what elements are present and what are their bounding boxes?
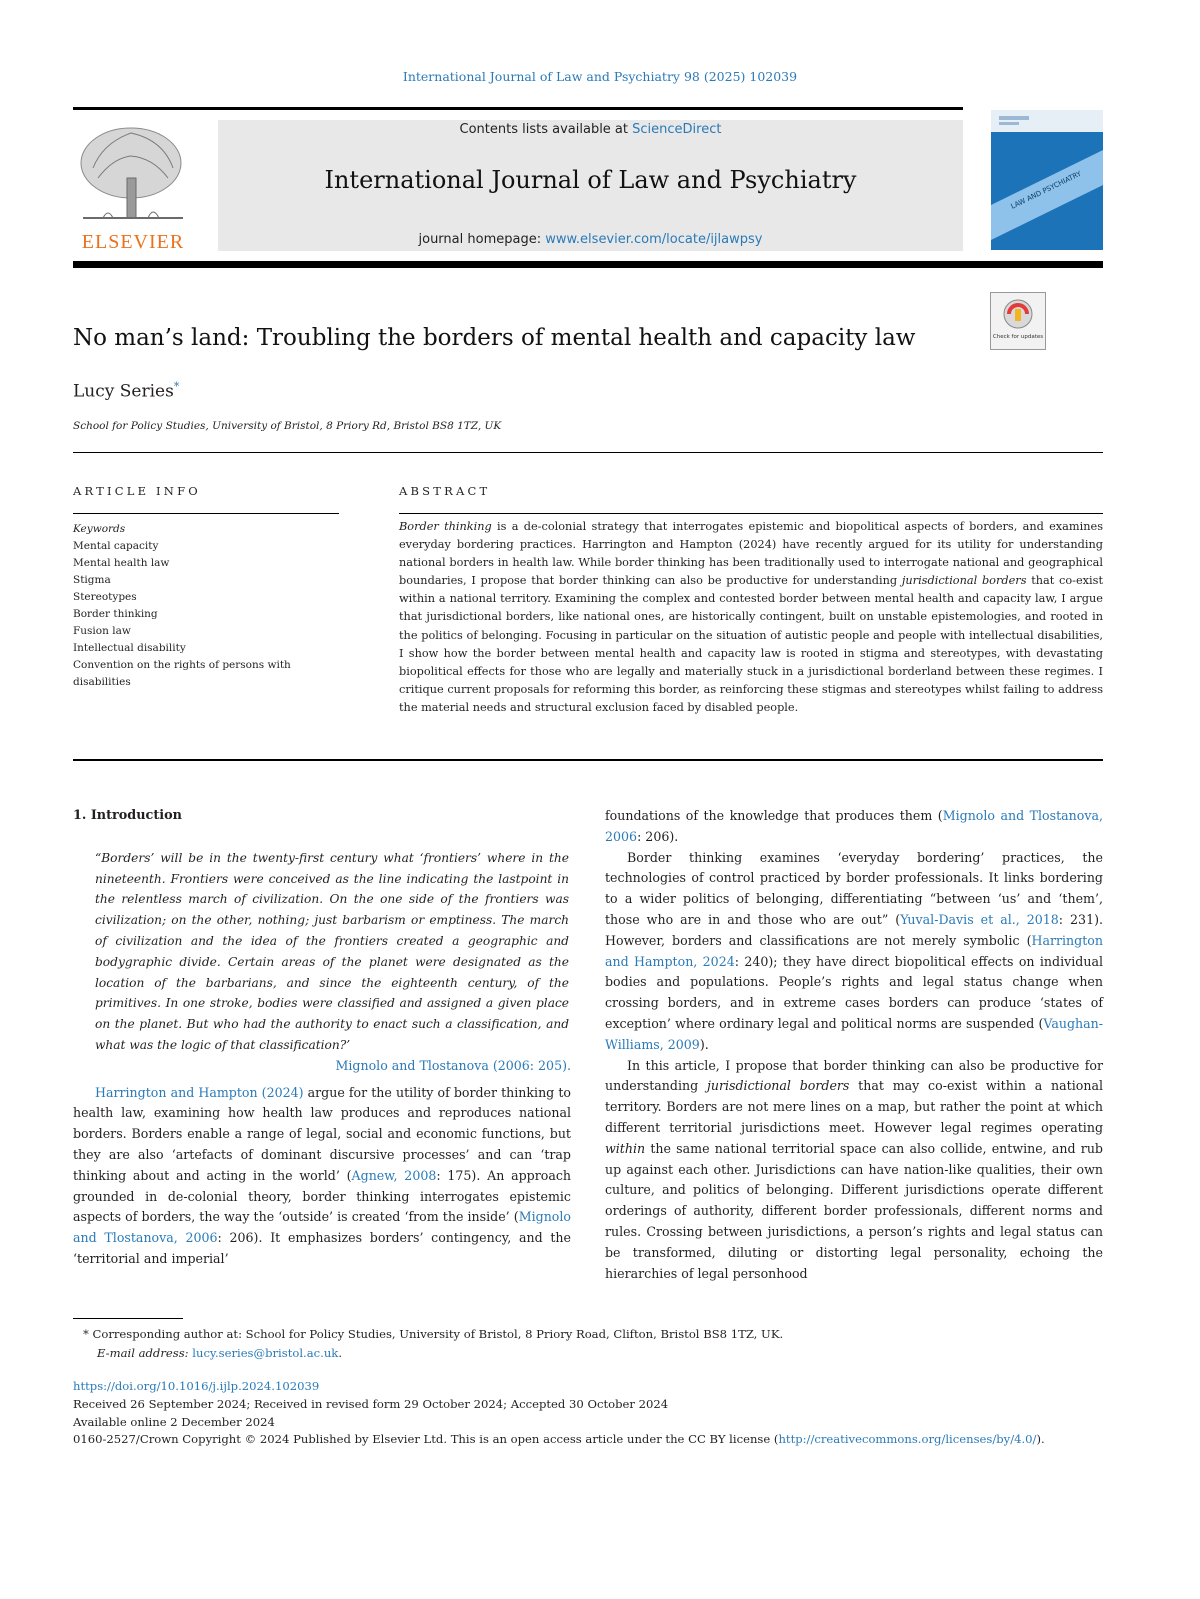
journal-homepage-link[interactable]: www.elsevier.com/locate/ijlawpsy bbox=[545, 232, 763, 247]
footnote-mark: * bbox=[83, 1327, 89, 1341]
abstract-text-part: is a de-colonial strategy that interrogates epistemic and biopolitical aspects of borders, and examines everyday bordering practices. Harrington and Hampton (2024) have recently argued for its utility for understanding national borders in health law. While border thinking has been traditionally used to interrogate national and geographical boundaries, I propose that border thinking can also be productive for understanding bbox=[399, 520, 1103, 588]
received-dates: Received 26 September 2024; Received in revised form 29 October 2024; Accepted 30 October 2024 bbox=[73, 1396, 669, 1411]
paragraph-text: : 206). It emphasizes borders’ contingency, and the ‘territorial and imperial’ bbox=[73, 1230, 571, 1266]
author-line bbox=[73, 380, 179, 402]
abstract-term: Border thinking bbox=[399, 520, 492, 533]
author-affiliation: School for Policy Studies, University of Bristol, 8 Priory Rd, Bristol BS8 1TZ, UK bbox=[73, 420, 502, 432]
citation-link[interactable]: Yuval-Davis et al., 2018 bbox=[900, 911, 1059, 927]
paragraph-text: foundations of the knowledge that produces them ( bbox=[605, 808, 943, 823]
article-info-heading: ARTICLE INFO bbox=[73, 484, 201, 498]
publication-info bbox=[73, 1378, 1133, 1449]
paragraph-text: the same national territorial space can also collide, entwine, and rub up against each other. Jurisdictions can have nation-like qualities, their own culture, and politics of belonging. Different jurisdictions operate different orderings of authority, different border professionals, different norms and rules. Crossing between jurisdictions, a person’s rights and legal status can be transformed, diluting or distorting legal personality, echoing the hierarchies of legal personhood bbox=[605, 1140, 1103, 1281]
paragraph-text: : 175). An approach grounded in de-colonial theory, border thinking interrogates epistemic aspects of borders, the way the ‘outside’ is created ‘from the inside’ ( bbox=[73, 1167, 571, 1225]
paragraph-text: : 231). However, borders and classifications are not merely symbolic ( bbox=[605, 911, 1103, 948]
paragraph-text: argue for the utility of border thinking to health law, examining how health law produces and reproduces national borders. Borders enable a range of legal, social and economic functions, but they are also ‘artefacts of dominant discursive processes’ and can ‘trap thinking about and acting in the world’ ( bbox=[73, 1084, 571, 1183]
citation-link[interactable]: Harrington and Hampton (2024) bbox=[95, 1084, 304, 1100]
sciencedirect-link[interactable]: ScienceDirect bbox=[632, 122, 722, 137]
abstract-text bbox=[399, 518, 1103, 717]
abstract-term: jurisdictional borders bbox=[901, 574, 1027, 588]
epigraph-quote: “Borders’ will be in the twenty-first century what ‘frontiers’ where in the nineteenth. Frontiers were conceived as the line indicating the lastpoint in the relentless march of civilization. On the one side of the frontiers was civilization; on the other, nothing; just barbarism or emptiness. The march of civilization and the idea of the frontiers created a geographic and bodygraphic divide. Certain areas of the planet were designated as the location of the barbarians, and since the eighteenth century, of the primitives. In one stroke, bodies were classified and assigned a given place on the planet. But who had the authority to enact such a classification, and what was the logic of that classification?’ bbox=[95, 850, 569, 1052]
elsevier-logo[interactable] bbox=[73, 118, 193, 253]
citation-link[interactable]: Mignolo and Tlostanova (2006: 205). bbox=[335, 1057, 571, 1073]
contents-line bbox=[218, 122, 963, 137]
license-text: ). bbox=[1036, 1432, 1045, 1447]
keyword-item: Mental capacity bbox=[73, 540, 159, 552]
homepage-line bbox=[218, 232, 963, 247]
license-link[interactable]: http://creativecommons.org/licenses/by/4.0/ bbox=[778, 1432, 1037, 1447]
abstract-text-part: that co-exist within a national territory. Examining the complex and contested border between mental health and capacity law, I argue that jurisdictional borders, like national ones, are historically contingent, built on unstable epistemologies, and rooted in the politics of belonging. Focusing in particular on the situation of autistic people and people with intellectual disabilities, I show how the border between mental health and capacity law is rooted in stigma and stereotypes, with devastating biopolitical effects for those who are legally and materially stuck in a jurisdictional borderland between these regimes. I critique current proposals for reforming this border, as reinforcing these stigmas and stereotypes whilst failing to address the material needs and structural exclusion faced by disabled people. bbox=[399, 574, 1103, 714]
article-title: No man’s land: Troubling the borders of mental health and capacity law bbox=[73, 325, 916, 351]
paragraph-text: : 240); they have direct biopolitical effects on individual bodies and populations. People’s rights and legal status change when crossing borders, and in extreme cases borders can produce ‘states of exception’ where ordinary legal and political norms are suspended ( bbox=[605, 953, 1103, 1031]
header-thick-rule bbox=[73, 261, 1103, 268]
license-line bbox=[73, 1431, 1133, 1449]
license-text: 0160-2527/Crown Copyright © 2024 Published by Elsevier Ltd. This is an open access article under the CC BY license ( bbox=[73, 1432, 779, 1447]
header-rule bbox=[73, 107, 963, 110]
footnote-line bbox=[73, 1325, 1103, 1344]
title-block-rule bbox=[73, 452, 1103, 453]
elsevier-tree-icon bbox=[73, 118, 193, 253]
author-name: Lucy Series bbox=[73, 381, 174, 402]
paragraph-text: In this article, I propose that border thinking can also be productive for understanding bbox=[605, 1057, 1103, 1094]
footnote-text: Corresponding author at: School for Policy Studies, University of Bristol, 8 Priory Road, Clifton, Bristol BS8 1TZ, UK. bbox=[88, 1327, 784, 1341]
article-info-rule bbox=[73, 513, 339, 514]
author-email-link[interactable]: lucy.series@bristol.ac.uk bbox=[192, 1346, 339, 1360]
keyword-item: Stigma bbox=[73, 574, 111, 586]
corresponding-author-footnote bbox=[73, 1325, 1103, 1363]
contents-prefix: Contents lists available at bbox=[459, 122, 633, 137]
citation-link[interactable]: Mignolo and Tlostanova, 2006 bbox=[73, 1209, 571, 1246]
section-heading-introduction: 1. Introduction bbox=[73, 808, 182, 823]
citation-link[interactable]: Mignolo and Tlostanova, 2006 bbox=[605, 808, 1103, 844]
doi-link[interactable]: https://doi.org/10.1016/j.ijlp.2024.102039 bbox=[73, 1379, 320, 1393]
keyword-item: Border thinking bbox=[73, 608, 158, 620]
keywords-list bbox=[73, 521, 339, 691]
elsevier-wordmark: ELSEVIER bbox=[81, 231, 185, 253]
keyword-item: Convention on the rights of persons with disabilities bbox=[73, 659, 291, 688]
abstract-heading: ABSTRACT bbox=[399, 484, 491, 498]
paragraph-text: : 206). bbox=[637, 828, 679, 844]
journal-name: International Journal of Law and Psychiatry bbox=[324, 166, 857, 194]
citation-link[interactable]: Vaughan-Williams, 2009 bbox=[605, 1015, 1103, 1052]
body-paragraph bbox=[73, 1083, 571, 1270]
body-paragraph bbox=[605, 1056, 1103, 1285]
journal-cover-image[interactable] bbox=[991, 110, 1103, 250]
abstract-rule bbox=[399, 513, 1103, 514]
available-online-date: Available online 2 December 2024 bbox=[73, 1414, 275, 1429]
paragraph-text: that may co-exist within a national territory. Borders are not mere lines on a map, but rather the point at which different territorial jurisdictions meet. However legal regimes operating bbox=[605, 1078, 1103, 1135]
body-paragraph bbox=[605, 848, 1103, 1056]
body-column-left bbox=[73, 806, 571, 1270]
homepage-prefix: journal homepage: bbox=[418, 232, 546, 247]
paragraph-text: ). bbox=[699, 1036, 709, 1052]
footnote-text: . bbox=[338, 1346, 343, 1360]
citation-link[interactable]: Harrington and Hampton, 2024 bbox=[605, 932, 1103, 969]
email-label: E-mail address: bbox=[97, 1346, 189, 1360]
keyword-item: Mental health law bbox=[73, 557, 170, 569]
keyword-item: Stereotypes bbox=[73, 591, 137, 603]
body-column-right bbox=[605, 806, 1103, 1284]
footnote-rule bbox=[73, 1318, 183, 1319]
crossmark-label: Check for updates bbox=[992, 334, 1044, 340]
keyword-item: Fusion law bbox=[73, 625, 131, 637]
abstract-bottom-rule bbox=[73, 759, 1103, 761]
body-paragraph bbox=[605, 806, 1103, 848]
epigraph-citation bbox=[73, 1056, 571, 1077]
keywords-label: Keywords bbox=[73, 523, 126, 535]
journal-citation[interactable]: International Journal of Law and Psychiatry 98 (2025) 102039 bbox=[402, 69, 798, 84]
emphasis-text: within bbox=[605, 1140, 646, 1156]
emphasis-text: jurisdictional borders bbox=[706, 1078, 850, 1094]
footnote-email-line bbox=[73, 1344, 1103, 1363]
citation-link[interactable]: Agnew, 2008 bbox=[351, 1167, 437, 1183]
check-for-updates-badge[interactable] bbox=[990, 292, 1046, 350]
paragraph-text: Border thinking examines ‘everyday bordering’ practices, the technologies of control practiced by border professionals. It links bordering to a wider politics of belonging, differentiating “between ‘us’ and ‘them’, those who are in and those who are out” ( bbox=[605, 849, 1103, 927]
keyword-item: Intellectual disability bbox=[73, 642, 186, 654]
corresponding-author-mark[interactable]: * bbox=[173, 380, 180, 393]
cover-title: LAW AND PSYCHIATRY bbox=[1009, 169, 1083, 211]
